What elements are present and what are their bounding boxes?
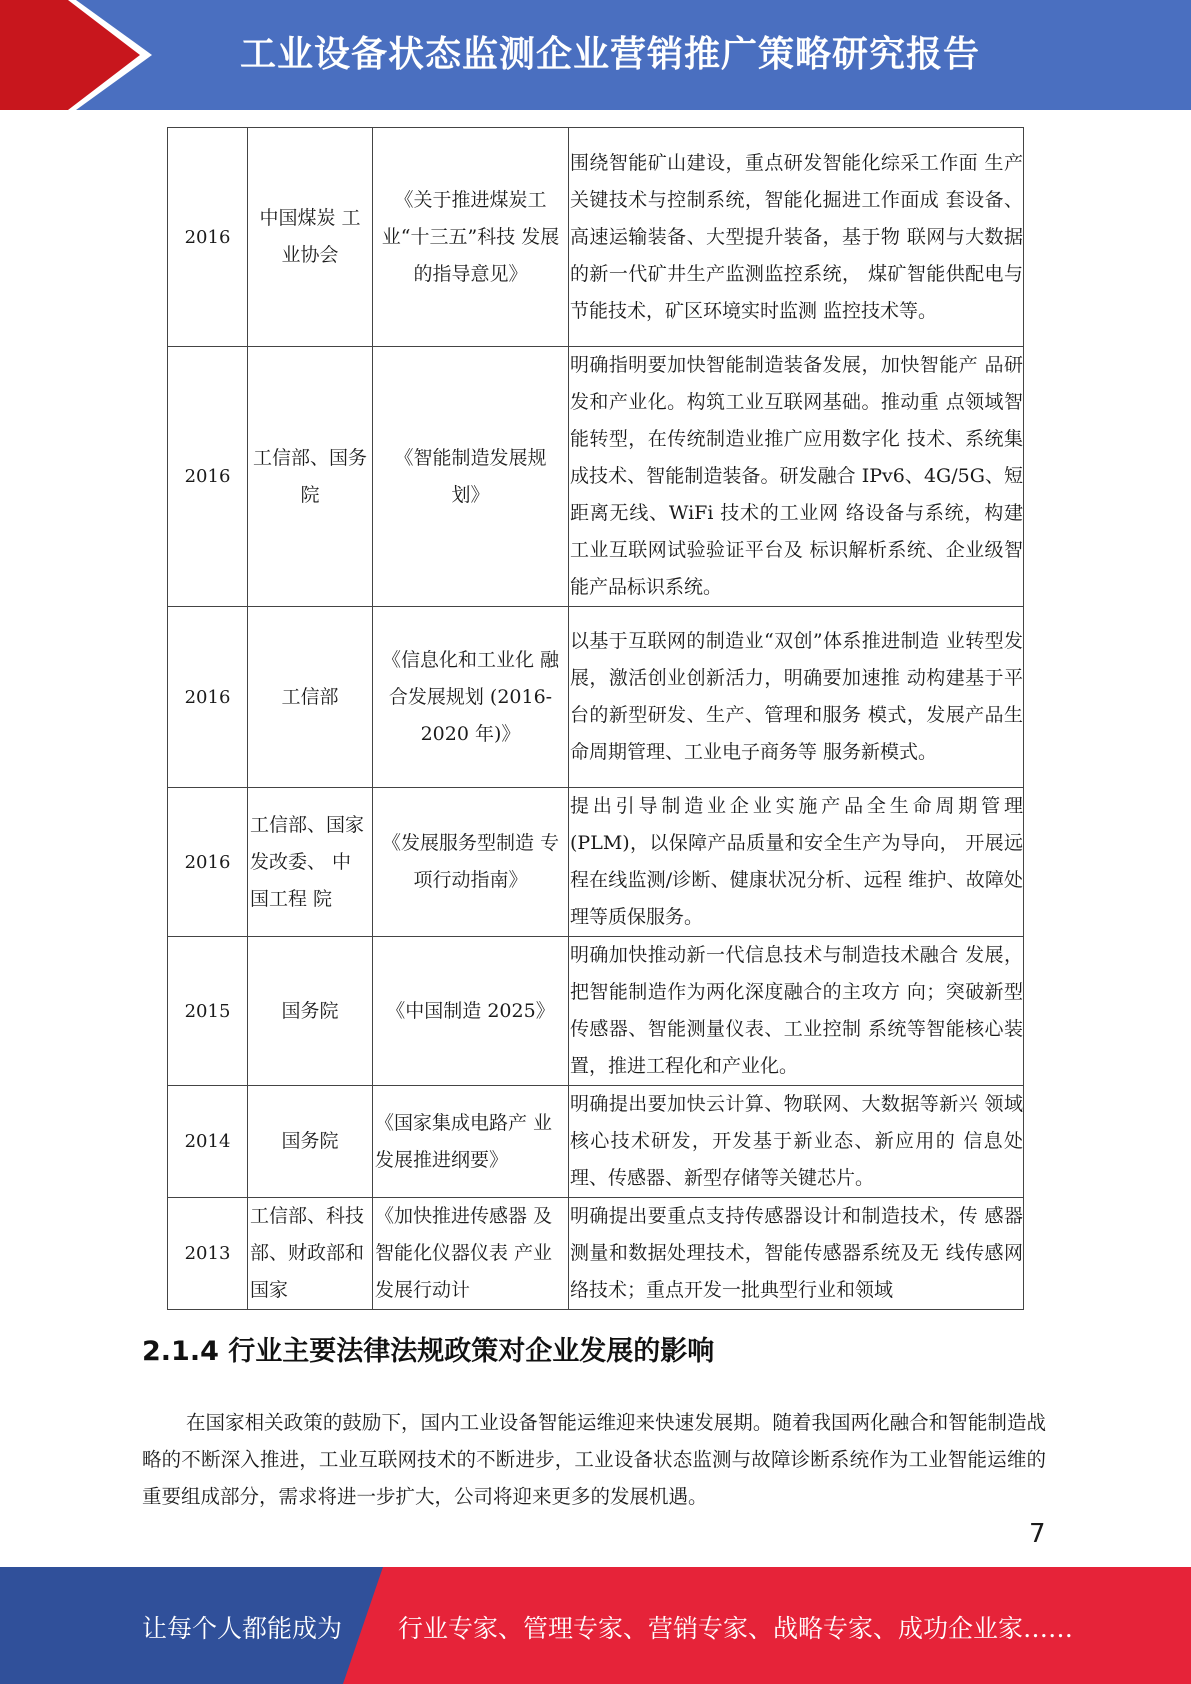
page-header [0,0,1191,110]
document-cell [373,937,569,1086]
issuer-cell [248,607,373,788]
document-cell [373,607,569,788]
year-cell: 2016 [168,128,248,347]
document-text: 《发展服务型制造 专项行动指南》 [381,832,560,891]
page-number: 7 [1029,1519,1046,1549]
table-row [168,1198,1024,1310]
footer-slogan-left: 让每个人都能成为 [142,1614,343,1643]
table-row [168,128,1024,347]
year-cell: 2014 [168,1086,248,1198]
issuer-text: 国务院 [281,1130,339,1152]
document-cell [373,788,569,937]
section-heading: 2.1.4 行业主要法律法规政策对企业发展的影响 [142,1336,715,1367]
year-cell: 2016 [168,788,248,937]
issuer-cell [248,1198,373,1310]
year-cell: 2015 [168,937,248,1086]
issuer-text: 工信部 [281,685,339,708]
footer-slogan-right: 行业专家、管理专家、营销专家、战略专家、成功企业家…… [398,1614,1074,1643]
description-cell: 提出引导制造业企业实施产品全生命周期管理 (PLM)，以保障产品质量和安全生产为导向， 开展远程在线监测/诊断、健康状况分析、远程 维护、故障处理等质保服务。 [569,788,1024,937]
issuer-text: 工信部、国家发改委、 中国工程 院 [250,813,365,910]
document-text: 《中国制造 2025》 [386,999,555,1022]
issuer-text: 国务院 [281,999,339,1022]
description-cell: 明确加快推动新一代信息技术与制造技术融合 发展，把智能制造作为两化深度融合的主攻方 向；突破新型传感器、智能测量仪表、工业控制 系统等智能核心装置，推进工程化和产业化。 [569,937,1024,1086]
issuer-cell [248,347,373,607]
issuer-cell [248,788,373,937]
issuer-text: 工信部、国务院 [252,446,367,506]
report-title: 工业设备状态监测企业营销推广策略研究报告 [240,34,981,75]
header-chevron-decoration [0,0,150,110]
description-cell: 以基于互联网的制造业“双创”体系推进制造 业转型发展，激活创业创新活力，明确要加速推 动构建基于平台的新型研发、生产、管理和服务 模式，发展产品生命周期管理、工业电子商务等 服务新模式。 [569,607,1024,788]
document-cell [373,347,569,607]
issuer-cell [248,1086,373,1198]
year-cell: 2013 [168,1198,248,1310]
page-footer [0,1567,1191,1684]
table-row [168,347,1024,607]
policy-table [167,127,1024,1310]
document-text: 《国家集成电路产 业发展推进纲要》 [375,1111,553,1171]
table-row [168,607,1024,788]
issuer-cell [248,128,373,347]
issuer-cell [248,937,373,1086]
description-cell: 明确提出要重点支持传感器设计和制造技术，传 感器测量和数据处理技术，智能传感器系统及无 线传感网络技术；重点开发一批典型行业和领域 [569,1198,1024,1310]
description-cell: 围绕智能矿山建设，重点研发智能化综采工作面 生产关键技术与控制系统，智能化掘进工作面成 套设备、高速运输装备、大型提升装备，基于物 联网与大数据的新一代矿井生产监测监控系统， 煤矿智能供配电与节能技术，矿区环境实时监测 监控技术等。 [569,128,1024,347]
document-text: 《加快推进传感器 及智能化仪器仪表 产业发展行动计 [375,1205,553,1301]
document-text: 《信息化和工业化 融合发展规划 (2016-2020 年)》 [381,648,560,745]
table-row [168,1086,1024,1198]
document-cell [373,1086,569,1198]
issuer-text: 中国煤炭 工业协会 [259,207,361,266]
issuer-text: 工信部、科技部、财政部和国家 [250,1205,365,1301]
document-text: 《智能制造发展规划》 [394,446,547,506]
document-cell [373,128,569,347]
description-cell: 明确提出要加快云计算、物联网、大数据等新兴 领域核心技术研发，开发基于新业态、新应用的 信息处理、传感器、新型存储等关键芯片。 [569,1086,1024,1198]
table-row [168,788,1024,937]
table-row [168,937,1024,1086]
year-cell: 2016 [168,607,248,788]
body-paragraph: 在国家相关政策的鼓励下，国内工业设备智能运维迎来快速发展期。随着我国两化融合和智能制造战略的不断深入推进，工业互联网技术的不断进步，工业设备状态监测与故障诊断系统作为工业智能运维的重要组成部分，需求将进一步扩大，公司将迎来更多的发展机遇。 [142,1411,1046,1508]
description-cell: 明确指明要加快智能制造装备发展，加快智能产 品研发和产业化。构筑工业互联网基础。推动重 点领域智能转型，在传统制造业推广应用数字化 技术、系统集成技术、智能制造装备。研发融合 IPv6、4G/5G、短距离无线、WiFi 技术的工业网 络设备与系统，构建工业互联网试验验证平台及 标识解析系统、企业级智能产品标识系统。 [569,347,1024,607]
document-text: 《关于推进煤炭工 业“十三五”科技 发展的指导意见》 [381,188,560,285]
year-cell: 2016 [168,347,248,607]
document-cell [373,1198,569,1310]
